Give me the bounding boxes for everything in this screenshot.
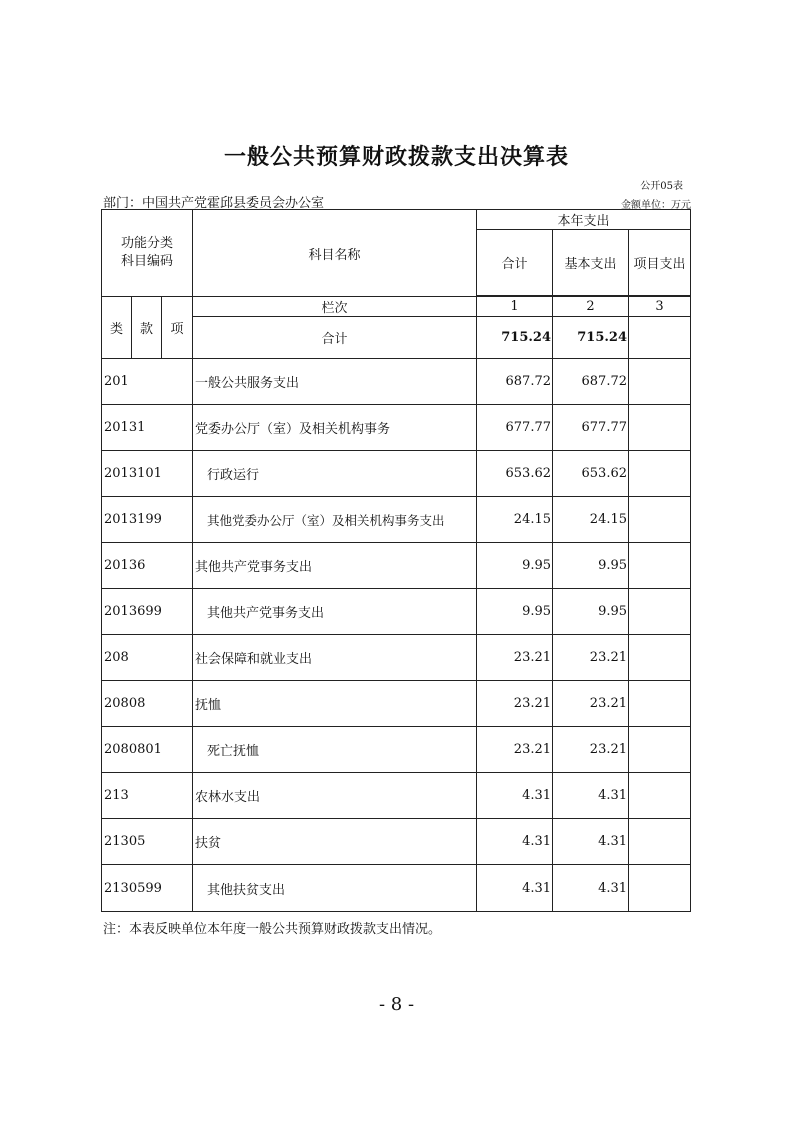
table-row — [102, 405, 691, 451]
row-basic: 23.21 — [553, 681, 629, 727]
row-total: 4.31 — [477, 773, 553, 819]
table-row — [102, 497, 691, 543]
row-code: 2080801 — [102, 727, 193, 773]
row-code: 2013699 — [102, 589, 193, 635]
table-row — [102, 727, 691, 773]
row-project — [629, 405, 691, 451]
table-note: 注：本表反映单位本年度一般公共预算财政拨款支出情况。 — [103, 922, 442, 937]
table-row — [102, 451, 691, 497]
page-number: - 8 - — [378, 994, 415, 1015]
header-basic: 基本支出 — [553, 230, 629, 296]
row-total: 9.95 — [477, 543, 553, 589]
row-total: 4.31 — [477, 865, 553, 912]
header-col-3: 3 — [629, 297, 691, 317]
row-total: 4.31 — [477, 819, 553, 865]
row-basic: 23.21 — [553, 727, 629, 773]
row-name: 其他扶贫支出 — [193, 865, 477, 912]
header-xiang: 项 — [162, 297, 193, 359]
row-project — [629, 773, 691, 819]
row-code: 20136 — [102, 543, 193, 589]
row-basic: 23.21 — [553, 635, 629, 681]
row-name: 其他共产党事务支出 — [193, 589, 477, 635]
row-name: 党委办公厅（室）及相关机构事务 — [193, 405, 477, 451]
row-basic: 4.31 — [553, 819, 629, 865]
row-name: 一般公共服务支出 — [193, 359, 477, 405]
row-basic: 653.62 — [553, 451, 629, 497]
row-basic: 24.15 — [553, 497, 629, 543]
row-code: 2013101 — [102, 451, 193, 497]
row-basic: 4.31 — [553, 773, 629, 819]
department-label: 部门：中国共产党霍邱县委员会办公室 — [103, 196, 325, 211]
total-row-basic: 715.24 — [553, 317, 629, 359]
header-col-1: 1 — [477, 297, 553, 317]
row-project — [629, 451, 691, 497]
row-total: 24.15 — [477, 497, 553, 543]
amount-unit-label: 金额单位：万元 — [621, 200, 691, 211]
row-basic: 9.95 — [553, 543, 629, 589]
row-name: 社会保障和就业支出 — [193, 635, 477, 681]
row-code: 208 — [102, 635, 193, 681]
table-row — [102, 635, 691, 681]
table-row — [102, 865, 691, 912]
row-total: 687.72 — [477, 359, 553, 405]
header-total: 合计 — [477, 230, 553, 296]
header-column-label: 栏次 — [193, 297, 477, 317]
row-basic: 687.72 — [553, 359, 629, 405]
row-total: 23.21 — [477, 727, 553, 773]
row-code: 201 — [102, 359, 193, 405]
row-code: 21305 — [102, 819, 193, 865]
header-func-code: 功能分类科目编码 — [102, 210, 193, 297]
row-project — [629, 589, 691, 635]
row-project — [629, 497, 691, 543]
row-name: 其他共产党事务支出 — [193, 543, 477, 589]
total-row-project — [629, 317, 691, 359]
row-total: 677.77 — [477, 405, 553, 451]
row-project — [629, 819, 691, 865]
total-row-total: 715.24 — [477, 317, 553, 359]
row-code: 213 — [102, 773, 193, 819]
row-project — [629, 727, 691, 773]
table-row — [102, 543, 691, 589]
header-col-2: 2 — [553, 297, 629, 317]
row-basic: 9.95 — [553, 589, 629, 635]
table-row — [102, 359, 691, 405]
row-total: 653.62 — [477, 451, 553, 497]
row-name: 扶贫 — [193, 819, 477, 865]
table-row — [102, 589, 691, 635]
header-lei: 类 — [102, 297, 132, 359]
row-name: 行政运行 — [193, 451, 477, 497]
table-row — [102, 819, 691, 865]
row-code: 2130599 — [102, 865, 193, 912]
row-project — [629, 359, 691, 405]
form-number: 公开05表 — [640, 181, 683, 192]
row-name: 其他党委办公厅（室）及相关机构事务支出 — [193, 497, 477, 543]
row-basic: 4.31 — [553, 865, 629, 912]
row-total: 23.21 — [477, 635, 553, 681]
row-name: 农林水支出 — [193, 773, 477, 819]
row-project — [629, 681, 691, 727]
row-code: 20808 — [102, 681, 193, 727]
row-total: 9.95 — [477, 589, 553, 635]
table-row — [102, 681, 691, 727]
report-title: 一般公共预算财政拨款支出决算表 — [223, 145, 569, 170]
row-basic: 677.77 — [553, 405, 629, 451]
row-name: 死亡抚恤 — [193, 727, 477, 773]
row-code: 2013199 — [102, 497, 193, 543]
header-current-year: 本年支出 — [477, 210, 691, 230]
header-kuan: 款 — [132, 297, 162, 359]
row-code: 20131 — [102, 405, 193, 451]
table-row — [102, 773, 691, 819]
row-name: 抚恤 — [193, 681, 477, 727]
row-project — [629, 543, 691, 589]
row-total: 23.21 — [477, 681, 553, 727]
expenditure-table — [101, 209, 691, 912]
row-project — [629, 865, 691, 912]
row-project — [629, 635, 691, 681]
total-row-label: 合计 — [193, 317, 477, 359]
header-project: 项目支出 — [629, 230, 691, 296]
header-subject-name: 科目名称 — [193, 210, 477, 297]
